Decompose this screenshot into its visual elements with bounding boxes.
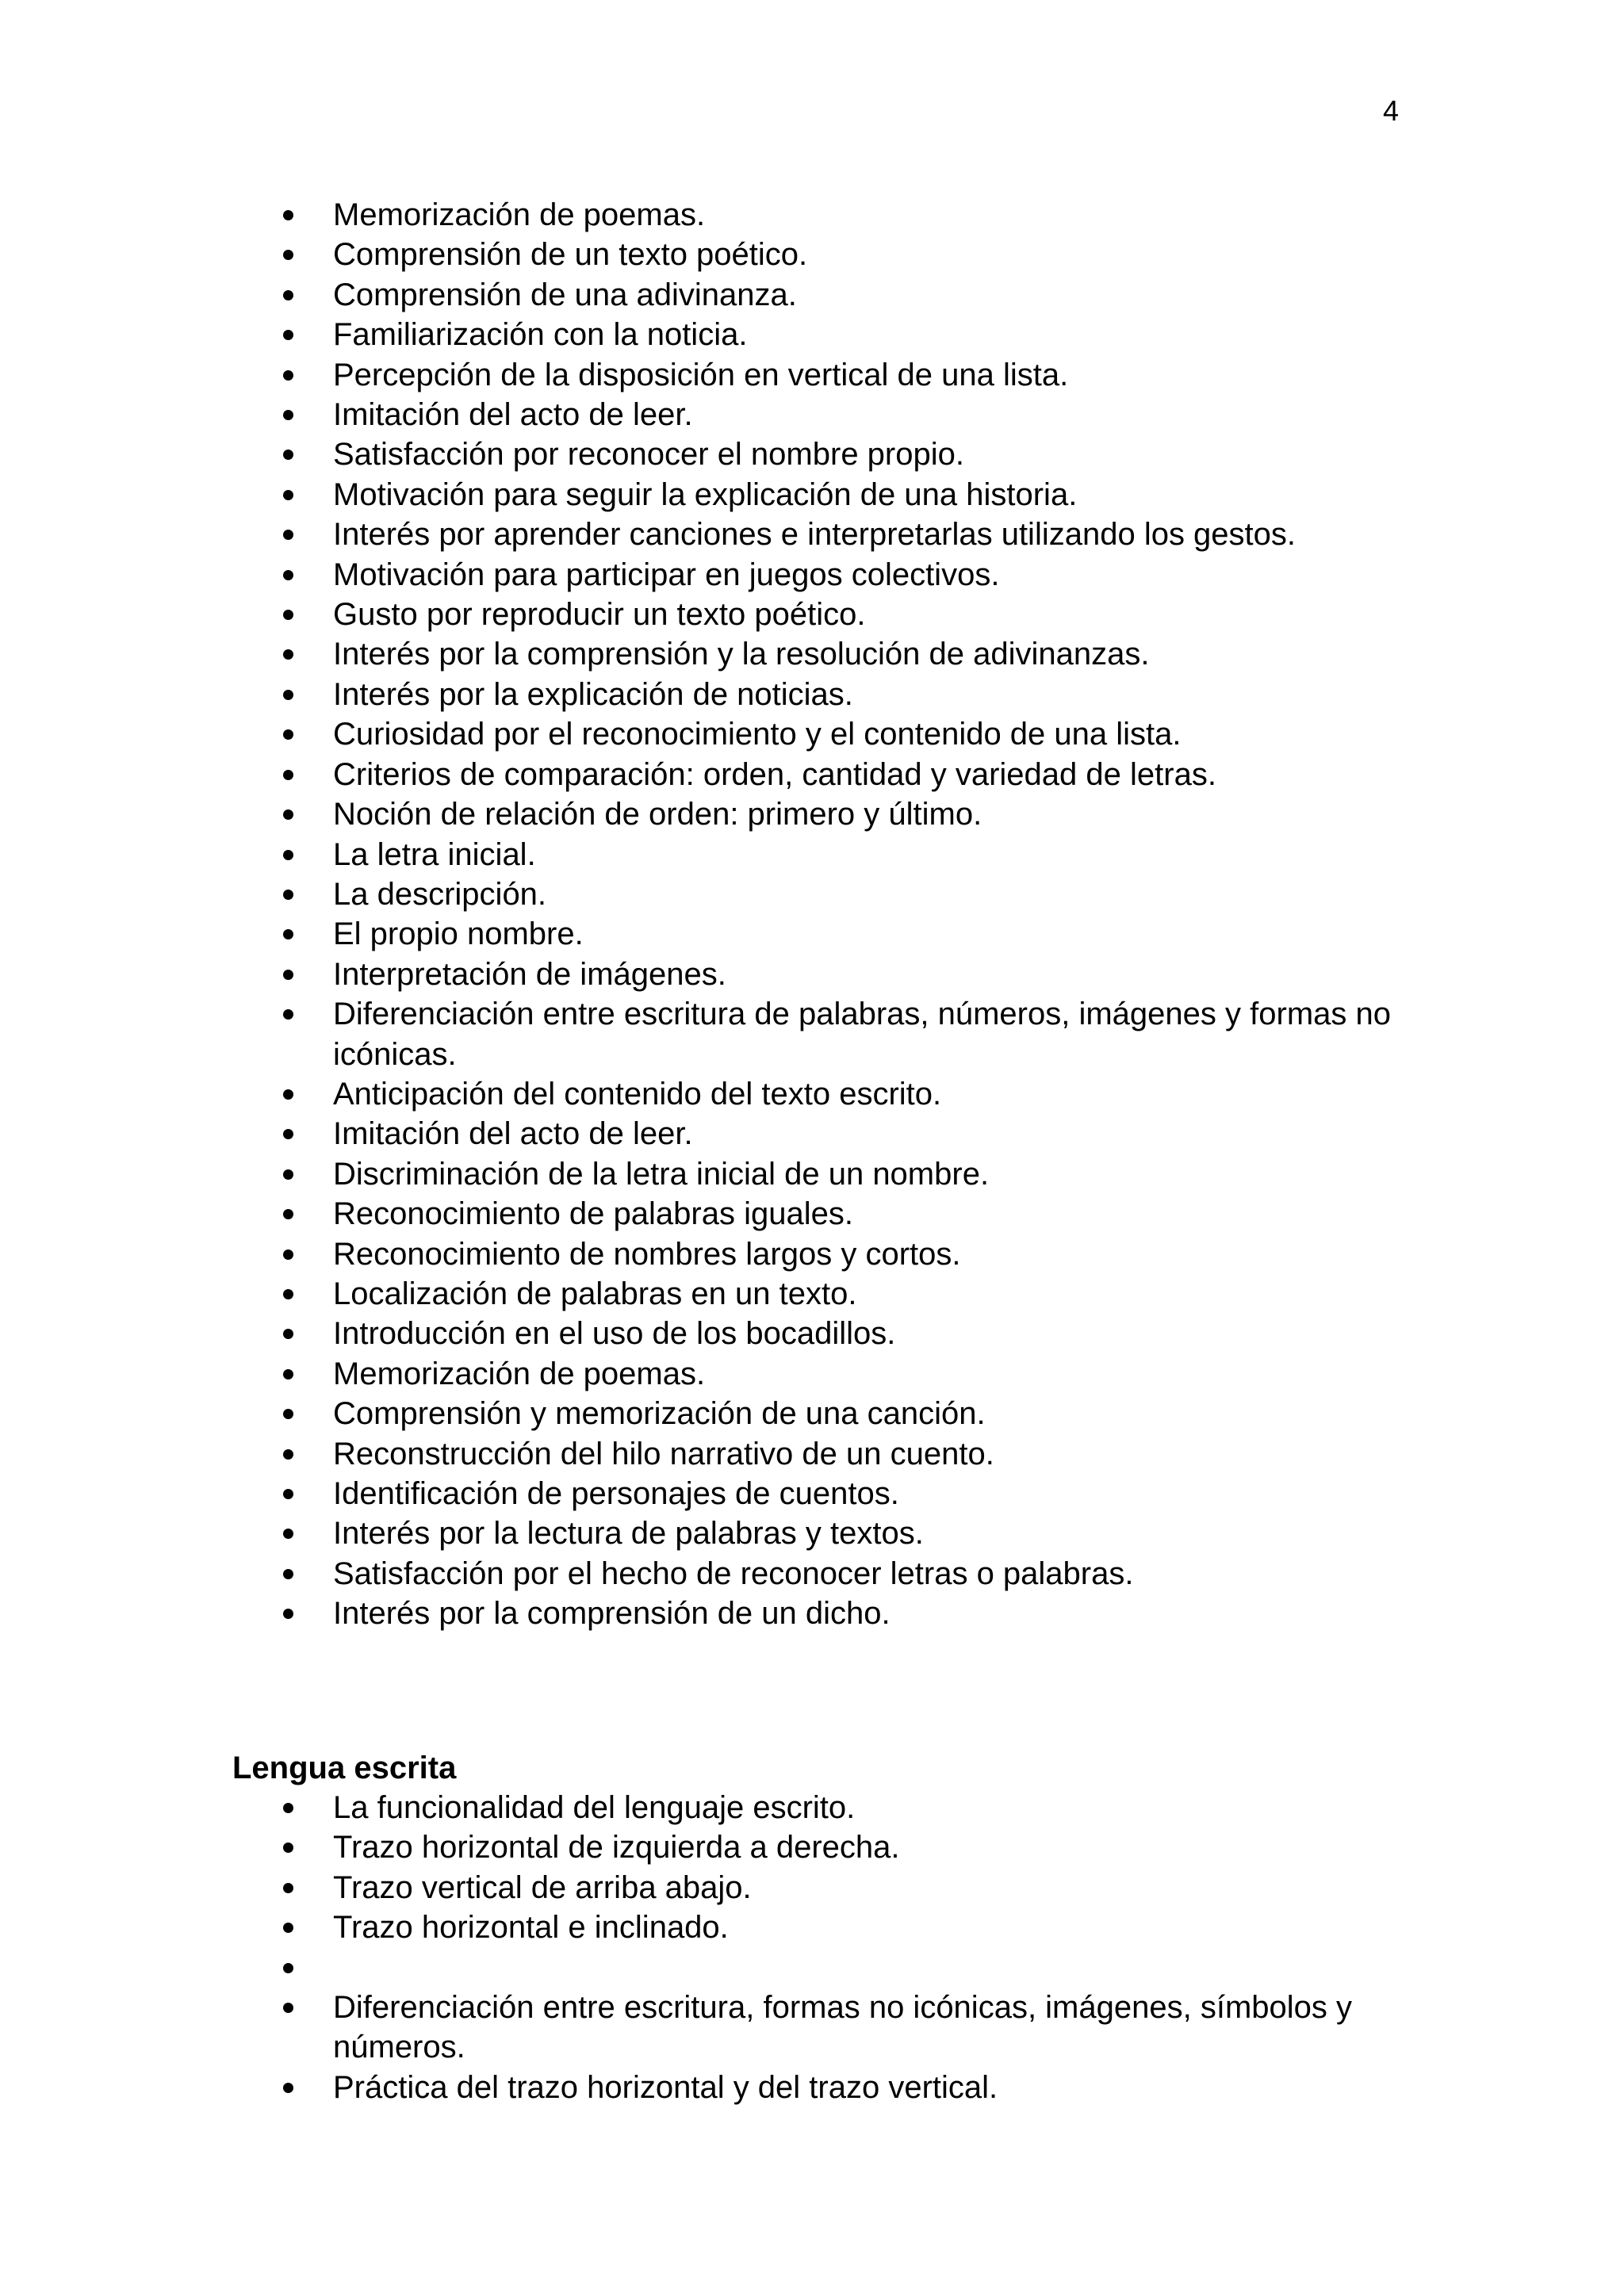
list-item-text: Reconstrucción del hilo narrativo de un cuento. [333, 1436, 994, 1471]
bullet-icon [283, 1329, 293, 1339]
list-item [282, 1194, 1408, 1234]
bullet-icon [283, 490, 293, 500]
bullet-icon [283, 1169, 293, 1180]
list-item [282, 1154, 1408, 1194]
list-item [282, 195, 1408, 235]
list-item-text: Comprensión de una adivinanza. [333, 277, 797, 312]
list-item [282, 714, 1408, 754]
list-item-text: Reconocimiento de nombres largos y cortos. [333, 1236, 961, 1272]
list-item-text: La letra inicial. [333, 836, 536, 872]
bullet-icon [283, 929, 293, 939]
list-item [282, 595, 1408, 634]
list-item-text: Interpretación de imágenes. [333, 956, 726, 992]
list-item-text: Interés por la comprensión de un dicho. [333, 1596, 891, 1632]
list-item [282, 355, 1408, 395]
list-item-text: Interés por la explicación de noticias. [333, 676, 853, 712]
list-item-text: Imitación del acto de leer. [333, 1116, 693, 1152]
list-item [282, 675, 1408, 714]
bullet-icon [283, 450, 293, 460]
list-item-text: Discriminación de la letra inicial de un nombre. [333, 1156, 990, 1192]
list-item-text: Reconocimiento de palabras iguales. [333, 1196, 853, 1232]
bullet-icon [283, 1963, 293, 1973]
list-item-text: Trazo horizontal de izquierda a derecha. [333, 1830, 900, 1866]
bullet-icon [283, 1569, 293, 1579]
list-item [282, 1394, 1408, 1433]
list-item [282, 1354, 1408, 1394]
list-item [282, 1074, 1408, 1114]
bullet-icon [283, 2083, 293, 2093]
list-item [282, 395, 1408, 434]
list-item-text: Memorización de poemas. [333, 1356, 706, 1391]
bullet-icon [283, 649, 293, 660]
list-item [282, 1513, 1408, 1553]
bullet-icon [283, 1289, 293, 1299]
list-item [282, 1434, 1408, 1474]
list-item [282, 794, 1408, 834]
list-item [282, 1114, 1408, 1154]
bullet-icon [283, 1089, 293, 1100]
list-item [282, 1988, 1408, 2068]
list-item-text: Noción de relación de orden: primero y último. [333, 797, 982, 832]
list-item [282, 994, 1408, 1074]
list-item [282, 434, 1408, 474]
page-number: 4 [1383, 94, 1400, 127]
bullet-icon [283, 1923, 293, 1933]
list-item [282, 515, 1408, 554]
list-item-text: Introducción en el uso de los bocadillos. [333, 1316, 896, 1352]
bullet-icon [283, 1489, 293, 1499]
list-item [282, 1594, 1408, 1633]
bullet-icon [283, 729, 293, 740]
bullet-icon [283, 1609, 293, 1619]
bullet-icon [283, 1803, 293, 1813]
list-item-text: Interés por la lectura de palabras y textos. [333, 1516, 924, 1552]
bullet-list [282, 1788, 1408, 2107]
list-item-text: Imitación del acto de leer. [333, 397, 693, 433]
bullet-icon [283, 970, 293, 980]
bullet-icon [283, 690, 293, 700]
list-item [282, 475, 1408, 515]
list-item [282, 1554, 1408, 1594]
list-item [282, 1908, 1408, 1947]
list-item [282, 755, 1408, 794]
bullet-icon [283, 1249, 293, 1260]
list-item-text: Diferenciación entre escritura, formas no icónicas, imágenes, símbolos y números. [333, 1990, 1352, 2065]
list-item [282, 874, 1408, 914]
list-item-text: Comprensión de un texto poético. [333, 237, 808, 273]
list-item-text: Gusto por reproducir un texto poético. [333, 597, 866, 633]
list-item-text: Memorización de poemas. [333, 197, 706, 232]
bullet-icon [283, 1883, 293, 1893]
bullet-icon [283, 330, 293, 340]
list-item-text: Motivación para seguir la explicación de una historia. [333, 476, 1078, 512]
list-item [282, 634, 1408, 674]
list-item-text: Diferenciación entre escritura de palabras, números, imágenes y formas no icónicas. [333, 997, 1391, 1072]
list-item [282, 1474, 1408, 1513]
list-item-text: Comprensión y memorización de una canción. [333, 1396, 986, 1432]
list-item [282, 1788, 1408, 1827]
list-item-text: Trazo vertical de arriba abajo. [333, 1869, 752, 1905]
list-item-text: Práctica del trazo horizontal y del trazo vertical. [333, 2069, 998, 2105]
bullet-icon [283, 850, 293, 860]
bullet-icon [283, 530, 293, 540]
bullet-icon [283, 1409, 293, 1419]
bullet-list [282, 195, 1408, 1634]
list-item-text: Trazo horizontal e inclinado. [333, 1910, 729, 1946]
list-item [282, 1274, 1408, 1314]
list-item [282, 1314, 1408, 1353]
list-item [282, 1234, 1408, 1274]
list-item [282, 914, 1408, 954]
list-item-text: Identificación de personajes de cuentos. [333, 1476, 899, 1511]
bullet-icon [283, 1209, 293, 1219]
list-item-text: La descripción. [333, 876, 547, 912]
list-item-text: Satisfacción por reconocer el nombre propio. [333, 437, 964, 473]
list-item-text: Percepción de la disposición en vertical de una lista. [333, 357, 1069, 392]
list-item-text: Anticipación del contenido del texto escrito. [333, 1076, 942, 1112]
bullet-icon [283, 250, 293, 260]
bullet-icon [283, 1843, 293, 1853]
list-item [282, 315, 1408, 354]
list-item [282, 555, 1408, 595]
list-item-text: Familiarización con la noticia. [333, 317, 748, 353]
list-item-text: Interés por la comprensión y la resolución de adivinanzas. [333, 637, 1150, 672]
bullet-icon [283, 610, 293, 620]
bullet-icon [283, 890, 293, 900]
list-item-text: Interés por aprender canciones e interpretarlas utilizando los gestos. [333, 517, 1297, 553]
bullet-icon [283, 290, 293, 300]
list-item [282, 275, 1408, 315]
bullet-icon [283, 1009, 293, 1020]
list-item-text: Satisfacción por el hecho de reconocer letras o palabras. [333, 1556, 1134, 1591]
list-item [282, 1948, 1408, 1988]
list-item-text: El propio nombre. [333, 916, 584, 952]
bullet-icon [283, 809, 293, 820]
list-item-text: Motivación para participar en juegos colectivos. [333, 557, 1000, 592]
list-item [282, 835, 1408, 874]
bullet-icon [283, 570, 293, 580]
bullet-icon [283, 370, 293, 381]
bullet-icon [283, 770, 293, 780]
list-item-text: Curiosidad por el reconocimiento y el contenido de una lista. [333, 717, 1182, 752]
bullet-icon [283, 1369, 293, 1380]
list-item-text: La funcionalidad del lenguaje escrito. [333, 1790, 856, 1825]
bullet-icon [283, 1129, 293, 1139]
list-item [282, 955, 1408, 994]
list-item-text: Criterios de comparación: orden, cantidad y variedad de letras. [333, 756, 1216, 792]
bullet-icon [283, 410, 293, 420]
list-item [282, 2068, 1408, 2107]
section-heading: Lengua escrita [232, 1751, 457, 1785]
bullet-icon [283, 210, 293, 220]
bullet-icon [283, 1529, 293, 1539]
bullet-icon [283, 2003, 293, 2013]
list-item [282, 235, 1408, 274]
list-item-text: Localización de palabras en un texto. [333, 1276, 857, 1311]
bullet-icon [283, 1449, 293, 1460]
list-item [282, 1827, 1408, 1867]
list-item [282, 1868, 1408, 1908]
